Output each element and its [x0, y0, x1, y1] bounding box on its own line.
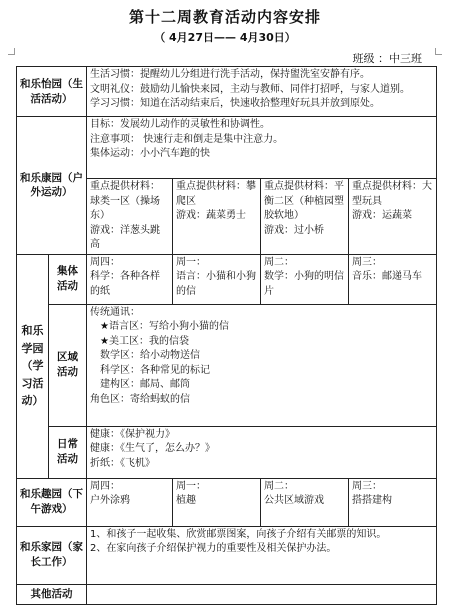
area-material: 重点提供材料：球类一区（操场东）: [90, 181, 160, 221]
day-content: 公共区域游戏: [264, 495, 324, 506]
family-row: [17, 526, 437, 584]
area-material: 重点提供材料：大型玩具: [352, 181, 432, 207]
outdoor-row: [17, 117, 437, 179]
day-label: 周二：: [264, 480, 294, 492]
outdoor-line: 集体运动：小小汽车跑的快: [90, 148, 210, 159]
group-day: [173, 254, 261, 304]
area-game: 游戏：洋葱头跳高: [90, 224, 160, 250]
area-line: 建构区：邮局、邮筒: [100, 379, 190, 390]
area-activity-content: [87, 304, 437, 426]
corner-mark-right: [435, 48, 442, 55]
area-activity-label: 区域活动: [49, 304, 87, 426]
life-category: 和乐怡园（生活活动）: [17, 67, 87, 117]
group-day: [87, 254, 173, 304]
area-game: 游戏：蔬菜勇士: [176, 210, 246, 221]
family-line: 2、在家向孩子介绍保护视力的重要性及相关保护办法。: [90, 543, 337, 554]
area-material: 重点提供材料：平衡二区（种植园塑胶软地）: [264, 181, 344, 221]
outdoor-category: 和乐康园（户外运动）: [17, 117, 87, 255]
area-line: ★美工区：我的信袋: [100, 335, 189, 347]
other-content: [87, 584, 437, 604]
afternoon-row: [17, 478, 437, 526]
area-line: 数学区：给小动物送信: [100, 350, 200, 361]
day-content: 语言：小猫和小狗的信: [176, 271, 256, 297]
area-game: 游戏：运蔬菜: [352, 210, 412, 221]
day-content: 音乐：邮递马车: [352, 271, 422, 282]
other-row: [17, 584, 437, 604]
afternoon-day: [261, 478, 349, 526]
life-line: 文明礼仪：鼓励幼儿愉快来园，主动与教师、同伴打招呼，与家人道别。: [90, 83, 410, 95]
daily-line: 健康：《保护视力》: [90, 428, 175, 440]
area-line: 科学区：各种常见的标记: [100, 364, 210, 376]
afternoon-category: 和乐趣园（下午游戏）: [17, 478, 87, 526]
day-content: 科学：各种各样的纸: [90, 271, 160, 297]
life-row: [17, 67, 437, 117]
page-title: 第十二周教育活动内容安排: [128, 8, 321, 26]
schedule-table: [16, 66, 437, 605]
study-daily-row: [17, 426, 437, 478]
outdoor-line: 目标：发展幼儿动作的灵敏性和协调性。: [90, 119, 270, 130]
study-group-row: [17, 254, 437, 304]
group-day: [261, 254, 349, 304]
area-line: 传统通讯：: [90, 306, 140, 318]
outdoor-line: 注意事项： 快速行走和倒走是集中注意力。: [90, 133, 284, 145]
outdoor-content: [87, 117, 437, 179]
area-material: 重点提供材料：攀爬区: [176, 181, 256, 207]
study-area-row: [17, 304, 437, 426]
study-category: 和乐学园（学习活动）: [17, 254, 49, 478]
life-content: [87, 67, 437, 117]
area-game: 游戏：过小桥: [264, 224, 324, 236]
family-content: [87, 526, 437, 584]
area-line: ★语言区：写给小狗小猫的信: [100, 321, 229, 332]
day-label: 周一：: [176, 256, 206, 268]
corner-mark-left: [8, 48, 15, 55]
day-content: 数学：小狗的明信片: [264, 271, 344, 297]
daily-activity-content: [87, 426, 437, 478]
day-label: 周四：: [90, 256, 120, 268]
day-label: 周一：: [176, 480, 206, 492]
day-label: 周二：: [264, 256, 294, 268]
date-range: （ 4月27日—— 4月30日）: [154, 31, 296, 44]
daily-line: 折纸：《飞机》: [90, 457, 155, 469]
family-category: 和乐家园（家长工作）: [17, 526, 87, 584]
group-day: [349, 254, 437, 304]
family-line: 1、和孩子一起收集、欣赏邮票图案，向孩子介绍有关邮票的知识。: [90, 528, 387, 540]
class-label: 班级 ：中三班: [352, 52, 422, 65]
day-content: 户外涂鸦: [90, 495, 130, 506]
outdoor-area: [87, 179, 173, 255]
outdoor-area: [173, 179, 261, 255]
life-line: 生活习惯：提醒幼儿分组进行洗手活动，保持盥洗室安静有序。: [90, 69, 370, 80]
outdoor-area: [349, 179, 437, 255]
area-line: 角色区：寄给蚂蚁的信: [90, 393, 190, 405]
group-activity-label: 集体活动: [49, 254, 87, 304]
daily-activity-label: 日常活动: [49, 426, 87, 478]
daily-line: 健康：《生气了，怎么办？》: [90, 443, 215, 454]
day-label: 周三：: [352, 480, 382, 492]
afternoon-day: [173, 478, 261, 526]
afternoon-day: [87, 478, 173, 526]
afternoon-day: [349, 478, 437, 526]
day-label: 周三：: [352, 256, 382, 268]
day-content: 植趣: [176, 495, 196, 506]
other-category: 其他活动: [17, 584, 87, 604]
day-label: 周四：: [90, 480, 120, 492]
outdoor-area: [261, 179, 349, 255]
life-line: 学习习惯：知道在活动结束后，快速收拾整理好玩具并放到原处。: [90, 98, 380, 109]
day-content: 搭搭建构: [352, 495, 392, 506]
